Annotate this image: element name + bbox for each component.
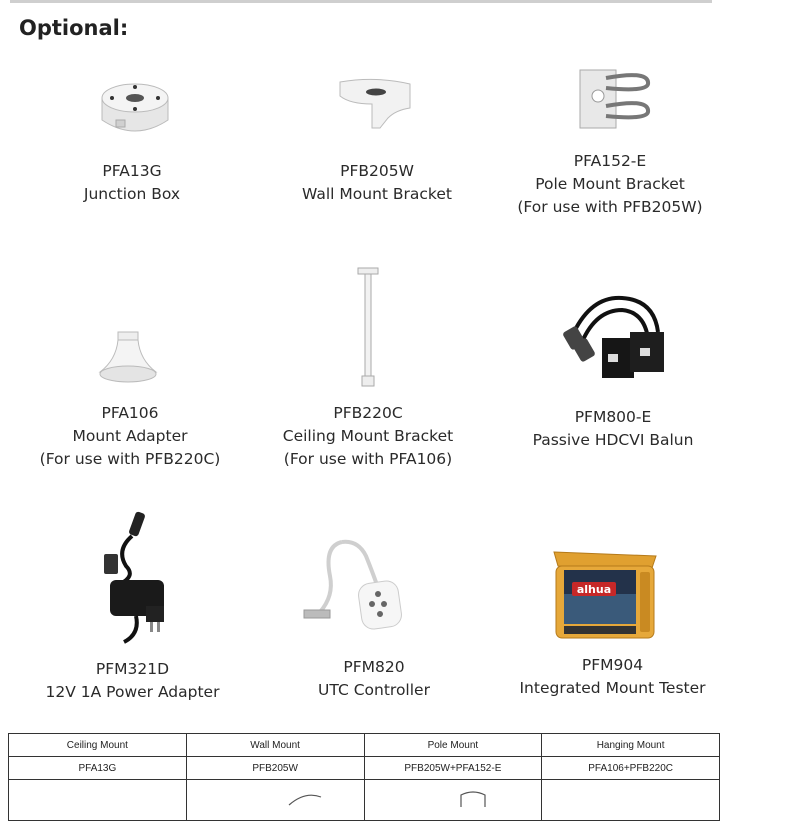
item-description: Passive HDCVI Balun: [532, 431, 694, 449]
item-description: Wall Mount Bracket: [302, 185, 452, 203]
item-model: PFM820: [343, 658, 405, 676]
table-header: Pole Mount: [364, 734, 542, 757]
table-image-cell: [364, 780, 542, 821]
top-rule: [10, 0, 712, 3]
wall-mount-thumb-icon: [285, 789, 325, 809]
table-image-cell: [542, 780, 720, 821]
ceiling-mount-bracket-icon: [356, 266, 380, 393]
mount-table: [8, 733, 720, 821]
item-model: PFA106: [101, 404, 159, 422]
table-image-cell: [186, 780, 364, 821]
junction-box-icon: [98, 76, 172, 143]
balun-icon: [562, 292, 672, 391]
item-description: Integrated Mount Tester: [519, 679, 706, 697]
item-caption: [30, 402, 230, 471]
item-note: (For use with PFB220C): [39, 450, 221, 468]
item-caption: [287, 160, 467, 206]
item-description: UTC Controller: [318, 681, 430, 699]
item-caption: [72, 160, 192, 206]
item-note: (For use with PFB205W): [517, 198, 703, 216]
item-caption: [500, 150, 720, 219]
power-adapter-icon: [96, 510, 176, 655]
item-description: Mount Adapter: [72, 427, 188, 445]
item-description: Ceiling Mount Bracket: [282, 427, 454, 445]
table-header: Hanging Mount: [542, 734, 720, 757]
table-header-row: [9, 734, 720, 757]
item-caption: [268, 402, 468, 471]
item-model: PFA152-E: [573, 152, 647, 170]
tester-brand-text: alhua: [576, 583, 612, 596]
item-note: (For use with PFA106): [283, 450, 453, 468]
table-cell: PFB205W: [186, 757, 364, 780]
table-cell: PFB205W+PFA152-E: [364, 757, 542, 780]
item-model: PFB220C: [333, 404, 403, 422]
item-description: Pole Mount Bracket: [535, 175, 685, 193]
table-cell: PFA106+PFB220C: [542, 757, 720, 780]
table-header: Ceiling Mount: [9, 734, 187, 757]
section-heading: Optional:: [19, 16, 129, 40]
wall-mount-bracket-icon: [336, 74, 416, 135]
item-caption: [294, 656, 454, 702]
item-description: Junction Box: [83, 185, 181, 203]
item-caption: [30, 658, 235, 704]
item-caption: [508, 406, 718, 452]
item-model: PFA13G: [102, 162, 162, 180]
table-image-cell: [9, 780, 187, 821]
item-caption: [500, 654, 725, 700]
item-model: PFB205W: [340, 162, 414, 180]
item-model: PFM321D: [95, 660, 170, 678]
mount-tester-icon: [548, 546, 662, 647]
pole-mount-bracket-icon: [576, 66, 652, 137]
item-model: PFM904: [581, 656, 644, 674]
table-row: [9, 757, 720, 780]
utc-controller-icon: [300, 536, 410, 637]
item-description: 12V 1A Power Adapter: [45, 683, 220, 701]
table-cell: PFA13G: [9, 757, 187, 780]
table-header: Wall Mount: [186, 734, 364, 757]
table-image-row: [9, 780, 720, 821]
item-model: PFM800-E: [574, 408, 652, 426]
pole-mount-thumb-icon: [453, 789, 493, 809]
mount-adapter-icon: [96, 330, 160, 391]
